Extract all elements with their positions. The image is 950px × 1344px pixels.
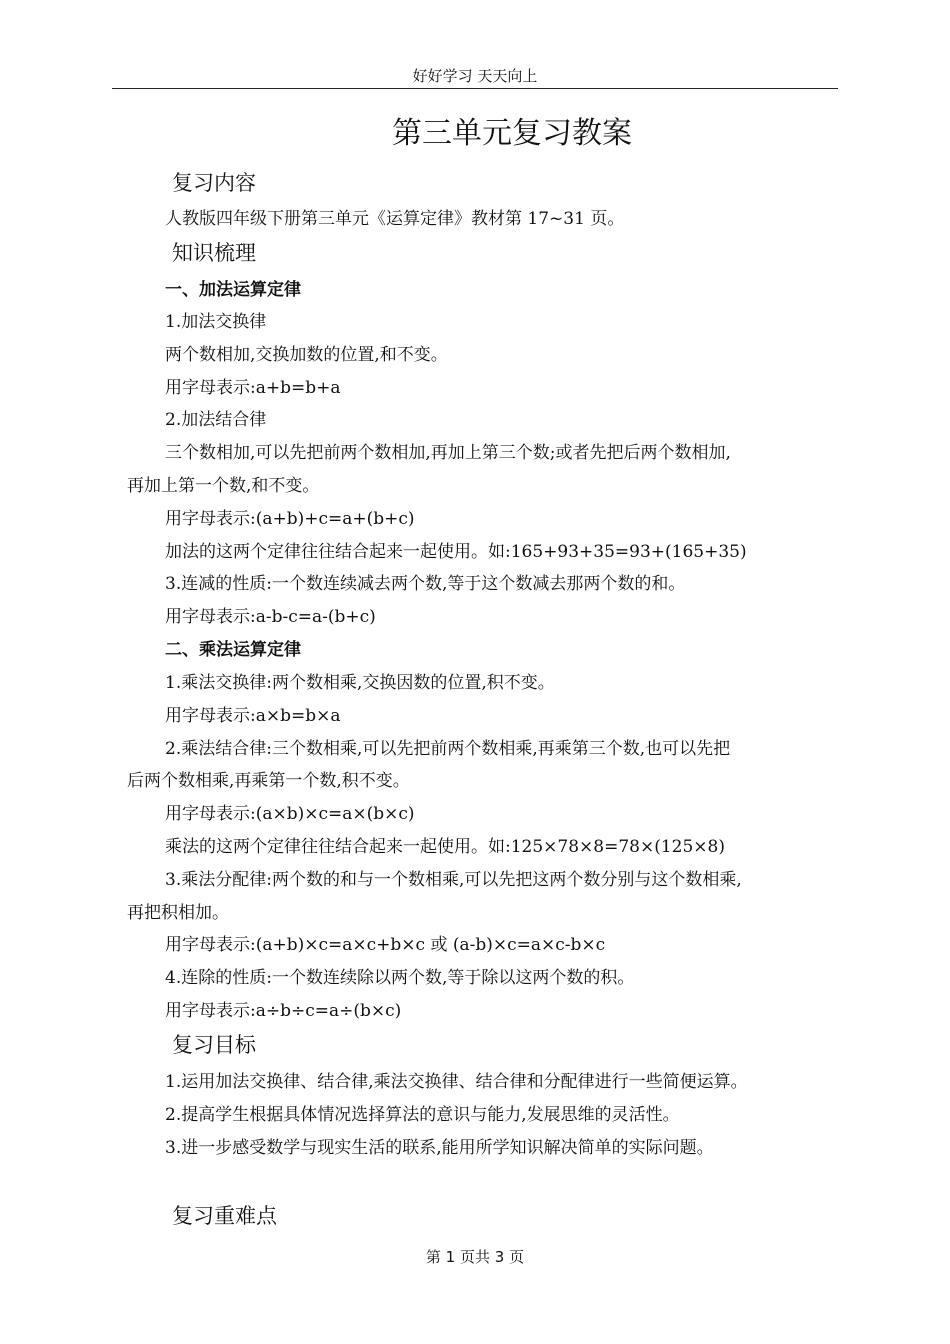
addition-line: 用字母表示:a+b=b+a (165, 378, 341, 398)
goal-item: 2.提高学生根据具体情况选择算法的意识与能力,发展思维的灵活性。 (165, 1105, 680, 1125)
multiplication-line: 1.乘法交换律:两个数相乘,交换因数的位置,积不变。 (165, 673, 555, 693)
multiplication-line: 用字母表示:a÷b÷c=a÷(b×c) (165, 1001, 402, 1021)
multiplication-line: 用字母表示:(a×b)×c=a×(b×c) (165, 804, 415, 824)
addition-line: 加法的这两个定律往往结合起来一起使用。如:165+93+35=93+(165+35) (165, 542, 747, 562)
content-text: 人教版四年级下册第三单元《运算定律》教材第 17~31 页。 (165, 209, 625, 229)
multiplication-line: 后两个数相乘,再乘第一个数,积不变。 (127, 771, 410, 791)
addition-line: 用字母表示:(a+b)+c=a+(b+c) (165, 509, 415, 529)
section-heading-knowledge: 知识梳理 (172, 241, 256, 265)
page-footer: 第 1 页共 3 页 (425, 1248, 525, 1266)
goal-item: 3.进一步感受数学与现实生活的联系,能用所学知识解决简单的实际问题。 (165, 1138, 714, 1158)
section-heading-key-points: 复习重难点 (172, 1204, 277, 1228)
addition-line: 2.加法结合律 (165, 410, 267, 430)
multiplication-line: 2.乘法结合律:三个数相乘,可以先把前两个数相乘,再乘第三个数,也可以先把 (165, 739, 731, 759)
addition-line: 再加上第一个数,和不变。 (127, 476, 320, 496)
multiplication-line: 3.乘法分配律:两个数的和与一个数相乘,可以先把这两个数分别与这个数相乘, (165, 870, 742, 890)
section-heading-goals: 复习目标 (172, 1033, 256, 1057)
subheading-addition: 一、加法运算定律 (165, 280, 301, 300)
page-title: 第三单元复习教案 (392, 116, 632, 151)
addition-line: 1.加法交换律 (165, 312, 267, 332)
multiplication-line: 再把积相加。 (127, 903, 229, 923)
addition-line: 两个数相加,交换加数的位置,和不变。 (165, 345, 448, 365)
section-heading-content: 复习内容 (172, 171, 256, 195)
addition-line: 用字母表示:a-b-c=a-(b+c) (165, 607, 376, 627)
addition-line: 3.连减的性质:一个数连续减去两个数,等于这个数减去那两个数的和。 (165, 574, 686, 594)
multiplication-line: 用字母表示:(a+b)×c=a×c+b×c 或 (a-b)×c=a×c-b×c (165, 935, 606, 955)
header-divider (112, 88, 838, 89)
multiplication-line: 乘法的这两个定律往往结合起来一起使用。如:125×78×8=78×(125×8) (165, 837, 726, 857)
addition-line: 三个数相加,可以先把前两个数相加,再加上第三个数;或者先把后两个数相加, (165, 443, 731, 463)
goal-item: 1.运用加法交换律、结合律,乘法交换律、结合律和分配律进行一些简便运算。 (165, 1072, 748, 1092)
multiplication-line: 用字母表示:a×b=b×a (165, 706, 341, 726)
multiplication-line: 4.连除的性质:一个数连续除以两个数,等于除以这两个数的积。 (165, 968, 635, 988)
subheading-multiplication: 二、乘法运算定律 (165, 640, 301, 660)
page-header: 好好学习 天天向上 (412, 67, 538, 85)
